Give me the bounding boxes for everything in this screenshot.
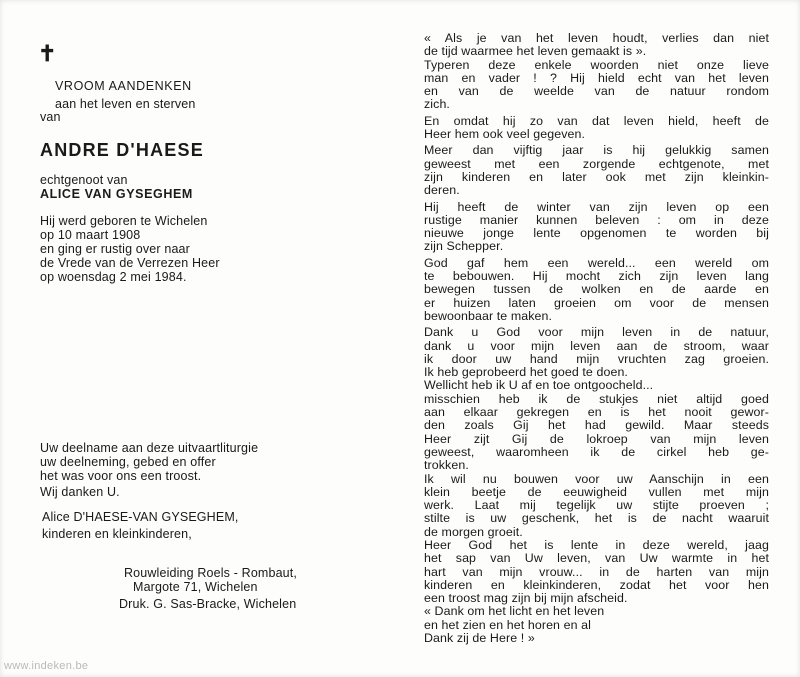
bio-line: op 10 maart 1908 — [40, 228, 141, 242]
thanks-line: Wij danken U. — [40, 485, 120, 499]
deceased-name: ANDRE D'HAESE — [40, 140, 204, 160]
meditation-line: man en vader ! ? Hij hield echt van het leven — [424, 70, 769, 85]
meditation-line: Ik heb geprobeerd het goed te doen. — [424, 365, 628, 380]
meditation-line: deren. — [424, 183, 460, 198]
meditation-line: bewegen tussen de wolken en de aarde en — [424, 282, 769, 297]
thanks-line: uw deelneming, gebed en offer — [40, 455, 216, 469]
meditation-line: Ik wil nu bouwen voor uw Aanschijn in een — [424, 471, 769, 486]
bio-line: Hij werd geboren te Wichelen — [40, 214, 208, 228]
meditation-line: trokken. — [424, 458, 469, 473]
meditation-line: zich. — [424, 97, 450, 112]
meditation-line: klein beetje de eeuwigheid vullen met mijn — [424, 484, 769, 499]
meditation-line: Wellicht heb ik U af en toe ontgoocheld... — [424, 378, 654, 393]
meditation-line: hart van mijn vrouw... in de harten van mijn — [424, 564, 769, 579]
meditation-line: aan elkaar gekregen en is het nooit gewor- — [424, 405, 769, 420]
meditation-line: Hij heeft de winter van zijn leven op een — [424, 199, 769, 214]
family-line: kinderen en kleinkinderen, — [42, 527, 192, 541]
meditation-line: « Dank om het licht en het leven — [424, 604, 605, 619]
meditation-line: « Als je van het leven houdt, verlies dan niet — [424, 31, 769, 45]
meditation-line: den zoals Gij het had gewild. Maar steeds — [424, 418, 769, 433]
meditation-line: Dank zij de Here ! » — [424, 631, 535, 646]
spouse-intro: echtgenoot van — [40, 173, 128, 187]
undertaker-line: Margote 71, Wichelen — [133, 580, 258, 594]
meditation-line: Heer God het is lente in deze wereld, jaag — [424, 537, 769, 552]
meditation-line: een troost mag zijn bij mijn afscheid. — [424, 591, 628, 606]
meditation-line: er huizen laten groeien om voor de mensen — [424, 295, 769, 310]
meditation-line: stilte is uw geschenk, het is de nacht waaruit — [424, 511, 769, 526]
family-line: Alice D'HAESE-VAN GYSEGHEM, — [42, 510, 239, 524]
meditation-line: God gaf hem een wereld... een wereld om — [424, 255, 769, 270]
undertaker-line: Rouwleiding Roels - Rombaut, — [124, 566, 298, 580]
meditation-line: Dank u God voor mijn leven in de natuur, — [424, 325, 769, 340]
watermark: www.indeken.be — [4, 660, 89, 672]
meditation-line: Heer zijt Gij de lokroep van mijn leven — [424, 431, 769, 446]
meditation-line: kinderen en kleinkinderen, zodat het voor hen — [424, 577, 769, 592]
meditation-line: misschien heb ik de stukjes niet altijd goed — [424, 391, 769, 406]
cross-icon: ✝ — [38, 41, 57, 67]
meditation-line: de tijd waarmee het leven gemaakt is ». — [424, 44, 647, 59]
meditation-line: Meer dan vijftig jaar is hij gelukkig samen — [424, 143, 769, 158]
printer-line: Druk. G. Sas-Bracke, Wichelen — [119, 597, 297, 611]
meditation-line: en het zien en het horen en al — [424, 617, 591, 632]
meditation-line: te bebouwen. Hij mocht zich zijn leven lang — [424, 269, 769, 284]
meditation-text — [424, 32, 769, 645]
meditation-line: de morgen groeit. — [424, 524, 523, 539]
bio-line: de Vrede van de Verrezen Heer — [40, 256, 220, 270]
meditation-line: bewoonbaar te maken. — [424, 308, 553, 323]
bio-line: en ging er rustig over naar — [40, 242, 190, 256]
thanks-line: het was voor ons een troost. — [40, 469, 202, 483]
card-heading: VROOM AANDENKEN — [55, 79, 192, 93]
meditation-line: zijn kinderen en later ook met zijn kleinkin- — [424, 169, 769, 184]
spouse-name: ALICE VAN GYSEGHEM — [40, 187, 193, 201]
meditation-line: rustige manier kunnen beleven : om in deze — [424, 212, 769, 227]
card-subheading: aan het leven en sterven — [55, 97, 196, 111]
card-subheading-van: van — [40, 110, 61, 124]
meditation-line: het sap van Uw leven, van Uw warmte in het — [424, 551, 769, 566]
meditation-line: geweest, waaromheen ik de cirkel heb ge- — [424, 444, 769, 459]
meditation-line: ik door uw hand mijn vruchten zag groeien. — [424, 351, 769, 366]
meditation-line: zijn Schepper. — [424, 239, 504, 254]
meditation-line: dank u voor mijn leven aan de stroom, waar — [424, 338, 769, 353]
meditation-line: geweest met een zorgende echtgenote, met — [424, 156, 769, 171]
bio-line: op woensdag 2 mei 1984. — [40, 270, 187, 284]
thanks-line: Uw deelname aan deze uitvaartliturgie — [40, 441, 259, 455]
meditation-line: En omdat hij zo van dat leven hield, heeft de — [424, 113, 769, 128]
meditation-line: werk. Laat mij tegelijk uw stijte proeven ; — [424, 498, 769, 513]
meditation-line: nieuwe jonge lente opgenomen te worden bij — [424, 226, 769, 241]
meditation-line: Heer hem ook veel gegeven. — [424, 127, 586, 142]
meditation-line: en van de weelde van de natuur rondom — [424, 84, 769, 99]
meditation-line: Typeren deze enkele woorden niet onze lieve — [424, 57, 769, 72]
